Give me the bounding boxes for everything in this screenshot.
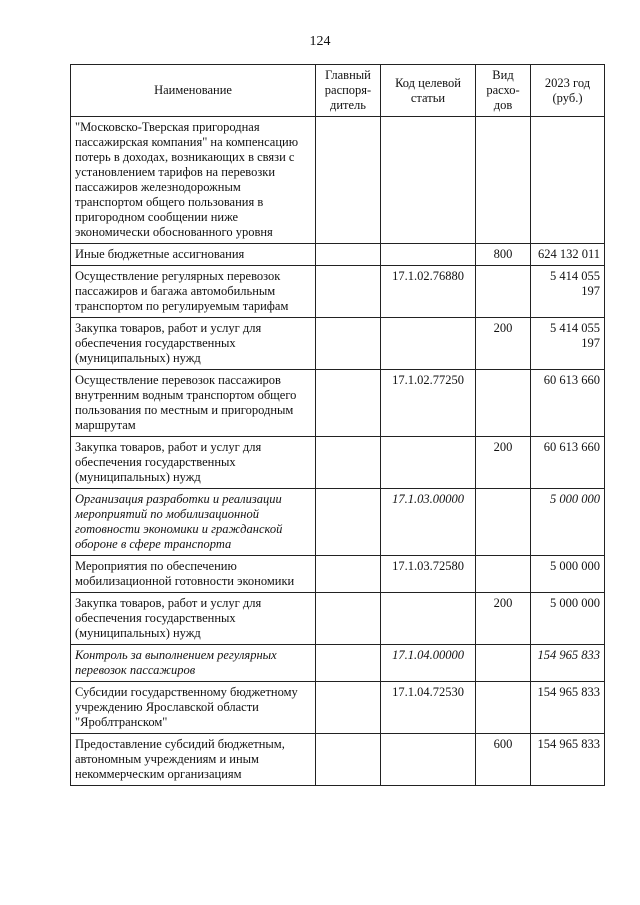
cell-code — [381, 318, 476, 370]
cell-type: 200 — [476, 437, 531, 489]
cell-name: Закупка товаров, работ и услуг для обеспечения государственных (муниципальных) нужд — [71, 318, 316, 370]
cell-code — [381, 734, 476, 786]
cell-type: 600 — [476, 734, 531, 786]
cell-name: Предоставление субсидий бюджетным, автономным учреждениям и иным некоммерческим организациям — [71, 734, 316, 786]
cell-name: Осуществление перевозок пассажиров внутренним водным транспортом общего пользования по местным и пригородным маршрутам — [71, 370, 316, 437]
cell-code: 17.1.03.00000 — [381, 489, 476, 556]
header-admin: Главный распоря-дитель — [316, 65, 381, 117]
cell-code — [381, 117, 476, 244]
cell-amount: 624 132 011 — [531, 244, 605, 266]
cell-type: 800 — [476, 244, 531, 266]
cell-name: "Московско-Тверская пригородная пассажирская компания" на компенсацию потерь в доходах, возникающих в связи с установлением тарифов на перевозки пассажиров железнодорожным транспортом общего пользования в пригородном сообщении ниже экономически обоснованного уровня — [71, 117, 316, 244]
cell-amount: 5 414 055 197 — [531, 266, 605, 318]
cell-type: 200 — [476, 593, 531, 645]
cell-code — [381, 244, 476, 266]
cell-amount: 5 000 000 — [531, 556, 605, 593]
cell-code: 17.1.04.00000 — [381, 645, 476, 682]
cell-admin — [316, 682, 381, 734]
cell-type: 200 — [476, 318, 531, 370]
cell-admin — [316, 266, 381, 318]
cell-name: Закупка товаров, работ и услуг для обеспечения государственных (муниципальных) нужд — [71, 593, 316, 645]
cell-admin — [316, 489, 381, 556]
cell-name: Субсидии государственному бюджетному учреждению Ярославской области "Яроблтранском" — [71, 682, 316, 734]
cell-amount: 60 613 660 — [531, 370, 605, 437]
cell-code: 17.1.04.72530 — [381, 682, 476, 734]
header-type: Вид расхо-дов — [476, 65, 531, 117]
header-name: Наименование — [71, 65, 316, 117]
page-number: 124 — [309, 34, 331, 49]
cell-type — [476, 682, 531, 734]
cell-amount: 154 965 833 — [531, 645, 605, 682]
cell-amount: 154 965 833 — [531, 734, 605, 786]
cell-name: Осуществление регулярных перевозок пассажиров и багажа автомобильным транспортом по регулируемым тарифам — [71, 266, 316, 318]
cell-name: Контроль за выполнением регулярных перевозок пассажиров — [71, 645, 316, 682]
table-row — [71, 489, 605, 556]
cell-type — [476, 117, 531, 244]
table-row — [71, 734, 605, 786]
cell-name: Мероприятия по обеспечению мобилизационной готовности экономики — [71, 556, 316, 593]
cell-amount: 5 000 000 — [531, 593, 605, 645]
table-row — [71, 370, 605, 437]
cell-type — [476, 266, 531, 318]
cell-code: 17.1.03.72580 — [381, 556, 476, 593]
table-row — [71, 318, 605, 370]
table-row — [71, 117, 605, 244]
cell-admin — [316, 645, 381, 682]
table-row — [71, 244, 605, 266]
cell-name: Закупка товаров, работ и услуг для обеспечения государственных (муниципальных) нужд — [71, 437, 316, 489]
budget-table — [70, 64, 605, 786]
table-row — [71, 645, 605, 682]
cell-admin — [316, 437, 381, 489]
header-amount: 2023 год (руб.) — [531, 65, 605, 117]
cell-amount: 5 000 000 — [531, 489, 605, 556]
table-row — [71, 266, 605, 318]
cell-code — [381, 593, 476, 645]
table-row — [71, 556, 605, 593]
cell-type — [476, 489, 531, 556]
cell-name: Иные бюджетные ассигнования — [71, 244, 316, 266]
table-row — [71, 437, 605, 489]
cell-name: Организация разработки и реализации мероприятий по мобилизационной готовности экономики и гражданской обороне в сфере транспорта — [71, 489, 316, 556]
cell-admin — [316, 244, 381, 266]
cell-admin — [316, 556, 381, 593]
table-row — [71, 593, 605, 645]
cell-admin — [316, 593, 381, 645]
table-row — [71, 682, 605, 734]
cell-amount: 154 965 833 — [531, 682, 605, 734]
cell-admin — [316, 370, 381, 437]
cell-code: 17.1.02.77250 — [381, 370, 476, 437]
cell-amount — [531, 117, 605, 244]
cell-type — [476, 645, 531, 682]
cell-amount: 5 414 055 197 — [531, 318, 605, 370]
header-code: Код целевой статьи — [381, 65, 476, 117]
cell-admin — [316, 117, 381, 244]
cell-code: 17.1.02.76880 — [381, 266, 476, 318]
cell-admin — [316, 734, 381, 786]
cell-type — [476, 370, 531, 437]
cell-amount: 60 613 660 — [531, 437, 605, 489]
cell-admin — [316, 318, 381, 370]
table-header-row — [71, 65, 605, 117]
cell-type — [476, 556, 531, 593]
cell-code — [381, 437, 476, 489]
